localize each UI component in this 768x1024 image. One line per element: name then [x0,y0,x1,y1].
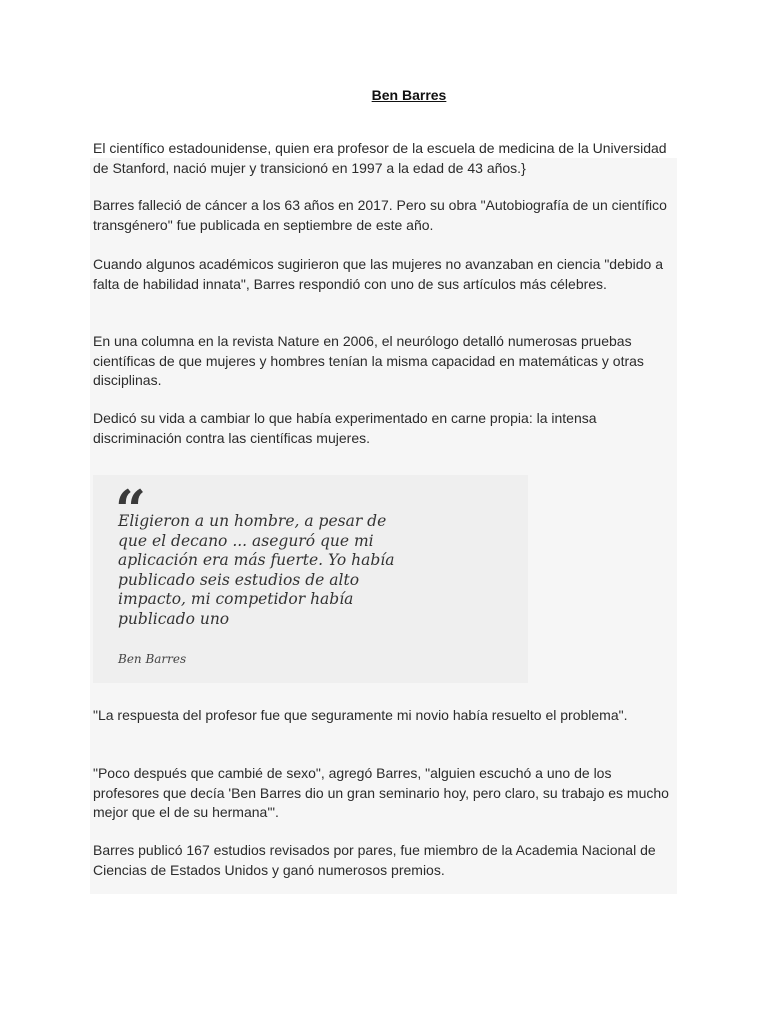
paragraph-5: Dedicó su vida a cambiar lo que había experimentado en carne propia: la intensa discriminación contra las científicas mujeres. [93,410,597,446]
paragraph-6: "La respuesta del profesor fue que seguramente mi novio había resuelto el problema". [93,707,628,723]
article-body [90,158,677,894]
quote-text: Eligieron a un hombre, a pesar de que el decano ... aseguró que mi aplicación era más fuerte. Yo había publicado seis estudios de alto impacto, mi competidor había publicado uno [118,512,395,628]
pull-quote-image [93,475,528,683]
quote-mark-icon: “ [115,478,147,542]
paragraph-7: "Poco después que cambié de sexo", agregó Barres, "alguien escuchó a uno de los profesores que decía 'Ben Barres dio un gran seminario hoy, pero claro, su trabajo es mucho mejor que el de su hermana'". [93,765,669,820]
paragraph-2: Barres falleció de cáncer a los 63 años en 2017. Pero su obra "Autobiografía de un científico transgénero" fue publicada en septiembre de este año. [93,197,667,233]
paragraph-1: El científico estadounidense, quien era profesor de la escuela de medicina de la Universidad de Stanford, nació mujer y transicionó en 1997 a la edad de 43 años.} [93,140,667,176]
paragraph-3: Cuando algunos académicos sugirieron que las mujeres no avanzaban en ciencia "debido a falta de habilidad innata", Barres respondió con uno de sus artículos más célebres. [93,256,664,292]
quote-author: Ben Barres [118,652,187,666]
page-title: Ben Barres [371,87,447,103]
paragraph-8: Barres publicó 167 estudios revisados por pares, fue miembro de la Academia Nacional de Ciencias de Estados Unidos y ganó numerosos premios. [93,842,656,878]
paragraph-4: En una columna en la revista Nature en 2006, el neurólogo detalló numerosas pruebas científicas de que mujeres y hombres tenían la misma capacidad en matemáticas y otras disciplinas. [93,333,644,388]
